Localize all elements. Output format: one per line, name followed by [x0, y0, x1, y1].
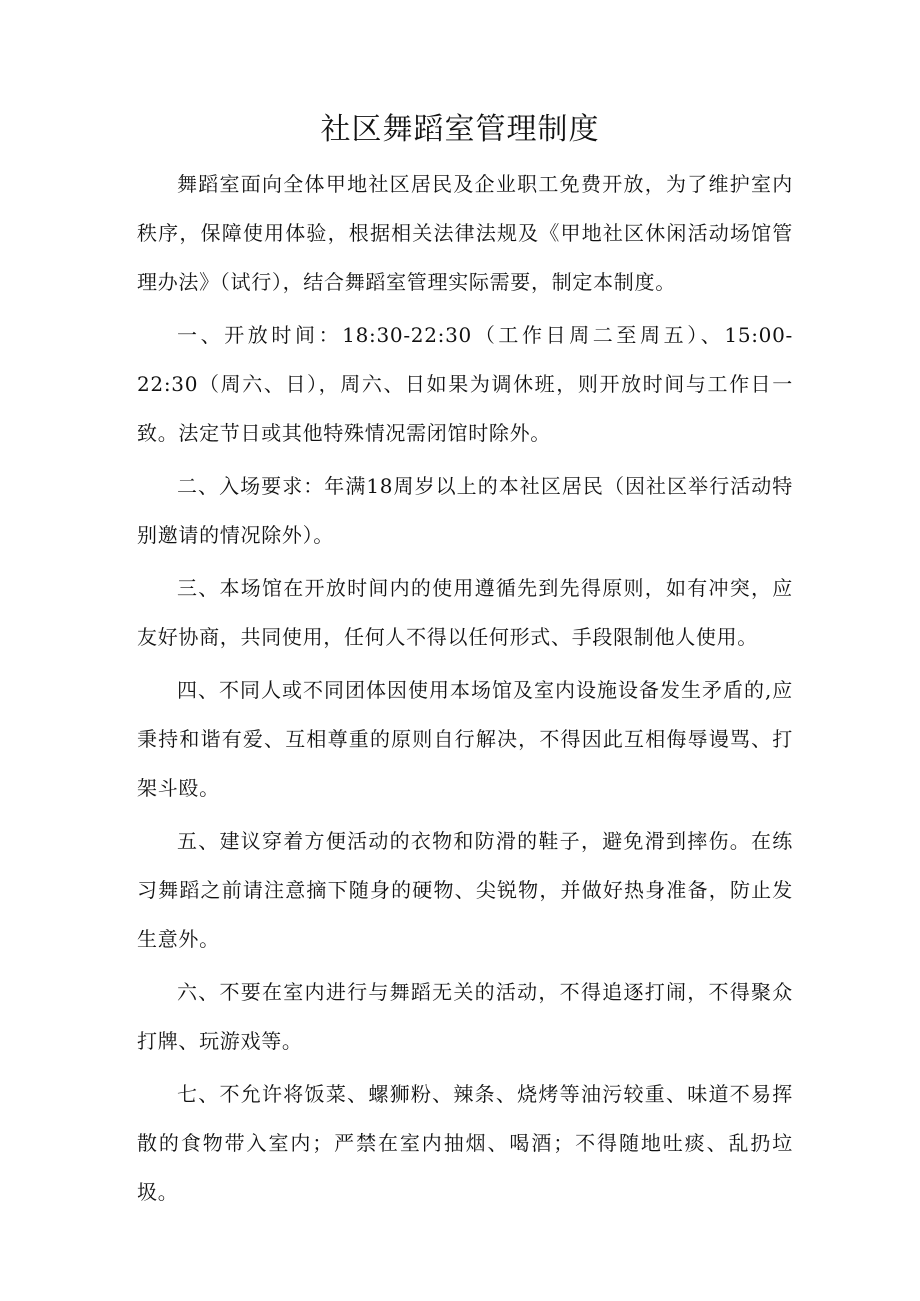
rule-entry-requirements: 二、入场要求：年满18周岁以上的本社区居民（因社区举行活动特别邀请的情况除外）。 [137, 474, 793, 547]
rule-opening-hours: 一、开放时间：18:30-22:30（工作日周二至周五）、15:00-22:30（周六、日），周六、日如果为调休班，则开放时间与工作日一致。法定节日或其他特殊情况需闭馆时除外。 [137, 323, 793, 445]
rule-food-smoking-hygiene: 七、不允许将饭菜、螺狮粉、辣条、烧烤等油污较重、味道不易挥散的食物带入室内；严禁在室内抽烟、喝酒；不得随地吐痰、乱扔垃圾。 [137, 1082, 793, 1204]
document-body [137, 160, 793, 1221]
rule-conflict-resolution: 四、不同人或不同团体因使用本场馆及室内设施设备发生矛盾的,应秉持和谐有爱、互相尊重的原则自行解决，不得因此互相侮辱谩骂、打架斗殴。 [137, 678, 793, 800]
document-title: 社区舞蹈室管理制度 [320, 112, 600, 147]
rule-no-unrelated-activities: 六、不要在室内进行与舞蹈无关的活动，不得追逐打闹，不得聚众打牌、玩游戏等。 [137, 980, 793, 1053]
rule-safety-attire: 五、建议穿着方便活动的衣物和防滑的鞋子，避免滑到摔伤。在练习舞蹈之前请注意摘下随身的硬物、尖锐物，并做好热身准备，防止发生意外。 [137, 829, 793, 951]
rule-first-come-first-served: 三、本场馆在开放时间内的使用遵循先到先得原则，如有冲突，应友好协商，共同使用，任何人不得以任何形式、手段限制他人使用。 [137, 576, 793, 649]
intro-paragraph: 舞蹈室面向全体甲地社区居民及企业职工免费开放，为了维护室内秩序，保障使用体验，根据相关法律法规及《甲地社区休闲活动场馆管理办法》（试行），结合舞蹈室管理实际需要，制定本制度。 [137, 172, 793, 294]
